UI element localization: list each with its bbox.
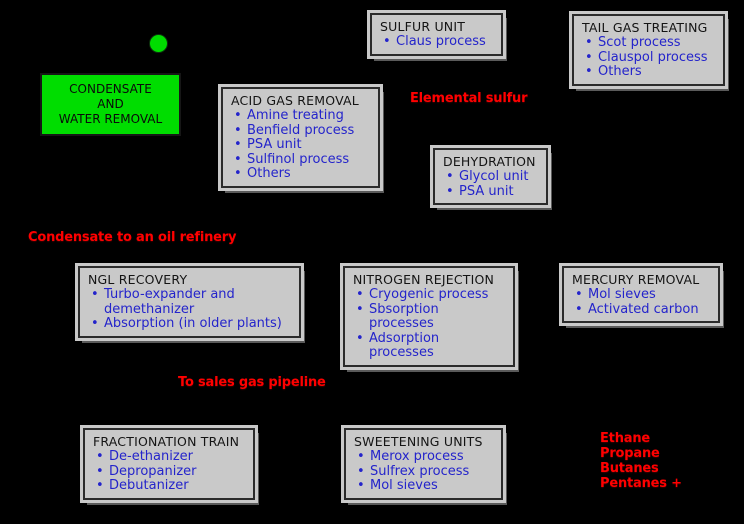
box-item: • PSA unit — [443, 185, 540, 200]
box-item: • Activated carbon — [572, 303, 712, 318]
box-item-list — [353, 288, 507, 361]
box-title: NITROGEN REJECTION — [353, 272, 495, 287]
node-acid-gas-removal — [221, 87, 380, 188]
box-title: NGL RECOVERY — [88, 272, 188, 287]
node-nitrogen-rejection — [343, 266, 515, 367]
box-item-list — [443, 170, 540, 199]
box-item: • Debutanizer — [93, 479, 247, 494]
box-item: • Others — [582, 65, 717, 80]
condensate-box-label: CONDENSATE AND WATER REMOVAL — [58, 82, 163, 126]
box-item: • Adsorption processes — [353, 332, 507, 361]
ngl-product-pentanes: Pentanes + — [600, 476, 682, 491]
box-item-list — [582, 36, 717, 80]
node-sulfur-unit — [370, 13, 503, 56]
box-item-list — [380, 35, 495, 50]
node-fractionation-train — [83, 428, 255, 500]
node-dehydration — [433, 148, 548, 205]
node-mercury-removal — [562, 266, 720, 323]
box-item: • Amine treating — [231, 109, 372, 124]
flow-label-sales-gas-pipeline: To sales gas pipeline — [178, 375, 326, 390]
box-item-list — [354, 450, 495, 494]
box-item-list — [231, 109, 372, 182]
flow-label-ngl-products — [600, 431, 682, 491]
box-item: • Glycol unit — [443, 170, 540, 185]
flow-label-elemental-sulfur: Elemental sulfur — [410, 91, 528, 106]
box-item: • Sulfinol process — [231, 153, 372, 168]
box-title: ACID GAS REMOVAL — [231, 93, 359, 108]
box-item: • Cryogenic process — [353, 288, 507, 303]
box-item: • Benfield process — [231, 124, 372, 139]
box-item: • Absorption (in older plants) — [88, 317, 293, 332]
box-item: • Mol sieves — [572, 288, 712, 303]
box-title: FRACTIONATION TRAIN — [93, 434, 240, 449]
box-title: SULFUR UNIT — [380, 19, 466, 34]
box-title: SWEETENING UNITS — [354, 434, 483, 449]
box-item: • PSA unit — [231, 138, 372, 153]
inlet-gas-dot — [149, 34, 168, 53]
ngl-product-propane: Propane — [600, 446, 660, 461]
box-item: • Claus process — [380, 35, 495, 50]
box-item: • Mol sieves — [354, 479, 495, 494]
box-item: • Sbsorption processes — [353, 303, 507, 332]
box-item: • Clauspol process — [582, 51, 717, 66]
box-item: • Others — [231, 167, 372, 182]
box-item: • Scot process — [582, 36, 717, 51]
flow-label-condensate-to-refinery: Condensate to an oil refinery — [28, 230, 237, 245]
node-condensate-water-removal — [40, 73, 181, 136]
box-title: TAIL GAS TREATING — [582, 20, 708, 35]
ngl-product-butanes: Butanes — [600, 461, 659, 476]
node-tail-gas-treating — [572, 14, 725, 86]
box-item: • Sulfrex process — [354, 465, 495, 480]
node-ngl-recovery — [78, 266, 301, 338]
node-sweetening-units — [344, 428, 503, 500]
box-item-list — [93, 450, 247, 494]
box-item: • Depropanizer — [93, 465, 247, 480]
box-item: • Turbo-expander and demethanizer — [88, 288, 293, 317]
box-item: • Merox process — [354, 450, 495, 465]
box-item: • De-ethanizer — [93, 450, 247, 465]
box-item-list — [88, 288, 293, 332]
ngl-product-ethane: Ethane — [600, 431, 650, 446]
box-item-list — [572, 288, 712, 317]
box-title: MERCURY REMOVAL — [572, 272, 700, 287]
box-title: DEHYDRATION — [443, 154, 536, 169]
